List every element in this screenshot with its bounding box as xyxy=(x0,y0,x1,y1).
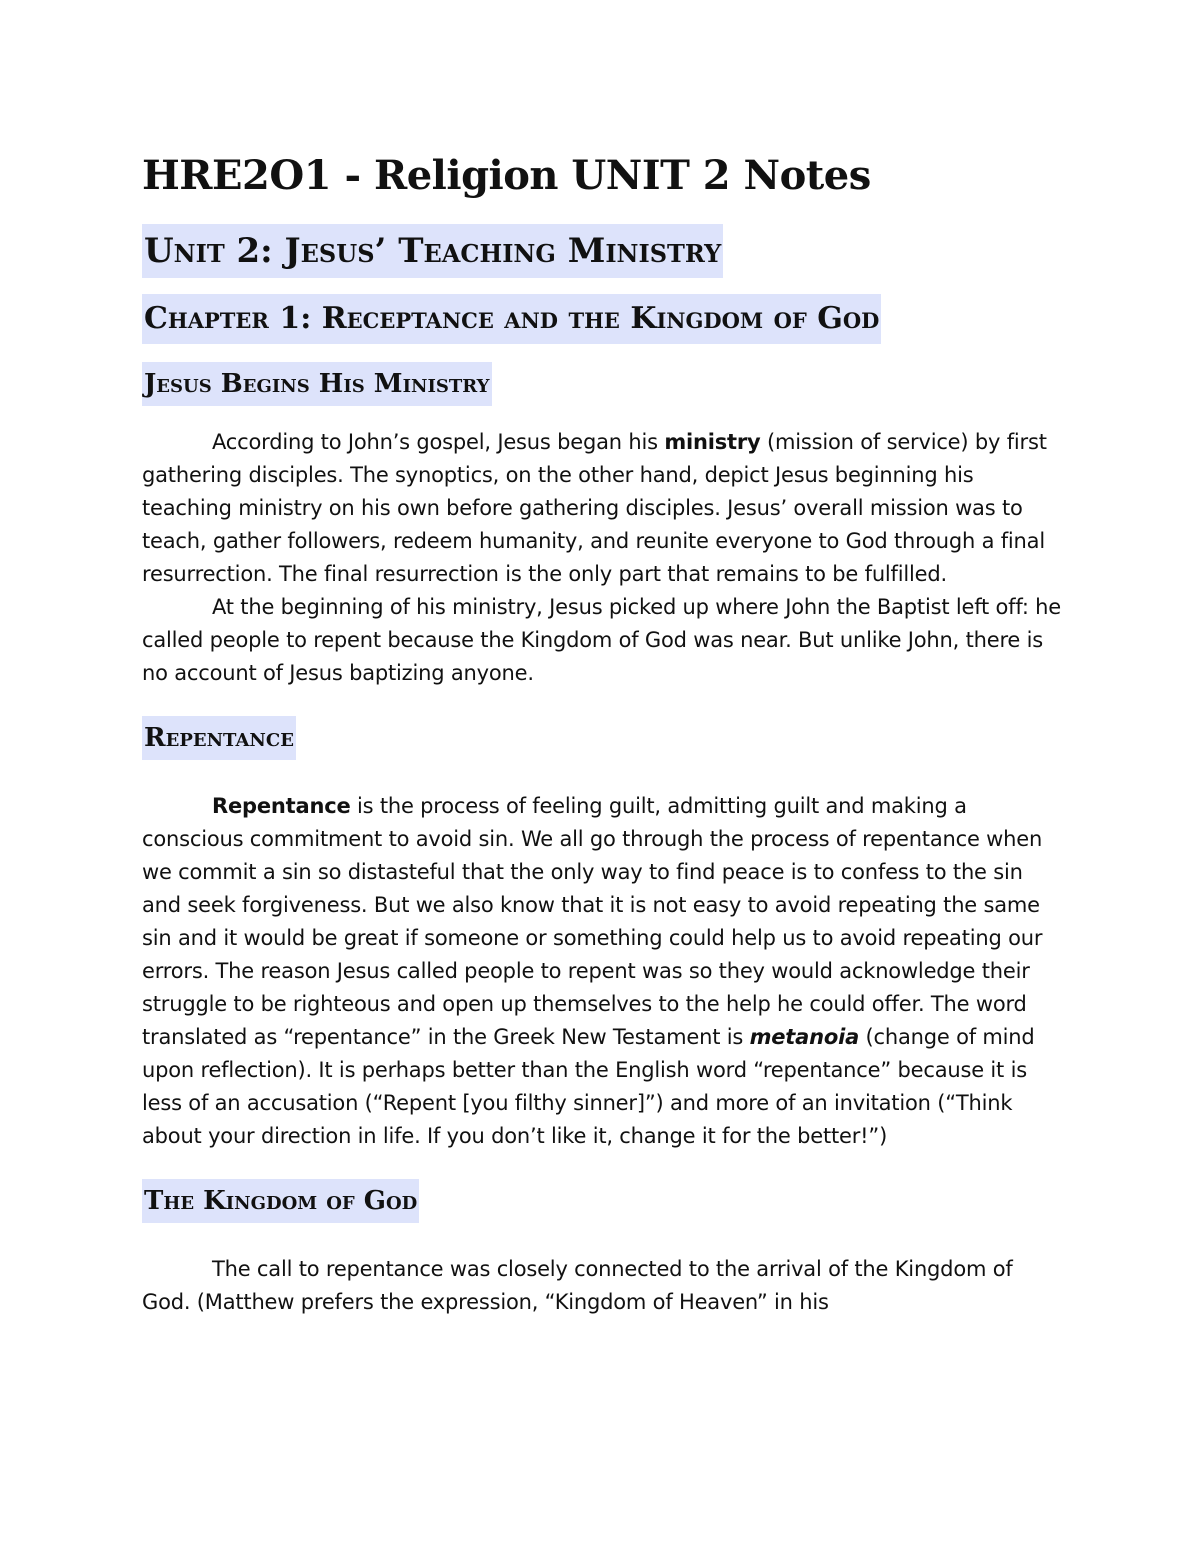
text-run: is the process of feeling guilt, admitting guilt and making a conscious commitment to avoid sin. We all go through the process of repentance when we commit a sin so distasteful that the only way to find peace is to confess to the sin and seek forgiveness. But we also know that it is not easy to avoid repeating the same sin and it would be great if someone or something could help us to avoid repeating our errors. The reason Jesus called people to repent was so they would acknowledge their struggle to be righteous and open up themselves to the help he could offer. The word translated as “repentance” in the Greek New Testament is xyxy=(142,794,1043,1049)
document-page xyxy=(142,148,1062,1319)
section-body xyxy=(142,426,1062,690)
sections-container xyxy=(142,362,1062,1319)
paragraph xyxy=(142,1253,1062,1319)
section-body xyxy=(142,790,1062,1153)
section-heading: Jesus Begins His Ministry xyxy=(142,362,492,406)
paragraph xyxy=(142,591,1062,690)
chapter-heading: Chapter 1: Receptance and the Kingdom of God xyxy=(142,294,881,344)
text-run: According to John’s gospel, Jesus began his xyxy=(212,430,665,454)
document-title: HRE2O1 - Religion UNIT 2 Notes xyxy=(142,152,871,199)
bold-term: ministry xyxy=(664,430,761,454)
text-run: (change of mind upon reflection). It is perhaps better than the English word “repentance” because it is less of an accusation (“Repent [you filthy sinner]”) and more of an invitation (“Think about your direction in life. If you don’t like it, change it for the better!”) xyxy=(142,1025,1035,1148)
section-heading: Repentance xyxy=(142,716,296,760)
section-body xyxy=(142,1253,1062,1319)
text-run: (mission of service) by first gathering disciples. The synoptics, on the other hand, depict Jesus beginning his teaching ministry on his own before gathering disciples. Jesus’ overall mission was to teach, gather followers, redeem humanity, and reunite everyone to God through a final resurrection. The final resurrection is the only part that remains to be fulfilled. xyxy=(142,430,1047,586)
unit-heading: Unit 2: Jesus’ Teaching Ministry xyxy=(142,224,723,278)
paragraph xyxy=(142,790,1062,1153)
text-run: At the beginning of his ministry, Jesus picked up where John the Baptist left off: he called people to repent because the Kingdom of God was near. But unlike John, there is no account of Jesus baptizing anyone. xyxy=(142,595,1061,685)
text-run: The call to repentance was closely connected to the arrival of the Kingdom of God. (Matthew prefers the expression, “Kingdom of Heaven” in his xyxy=(142,1257,1013,1314)
paragraph xyxy=(142,426,1062,591)
section-heading: The Kingdom of God xyxy=(142,1179,419,1223)
bold-italic-term: metanoia xyxy=(749,1025,860,1049)
bold-term: Repentance xyxy=(212,794,351,818)
